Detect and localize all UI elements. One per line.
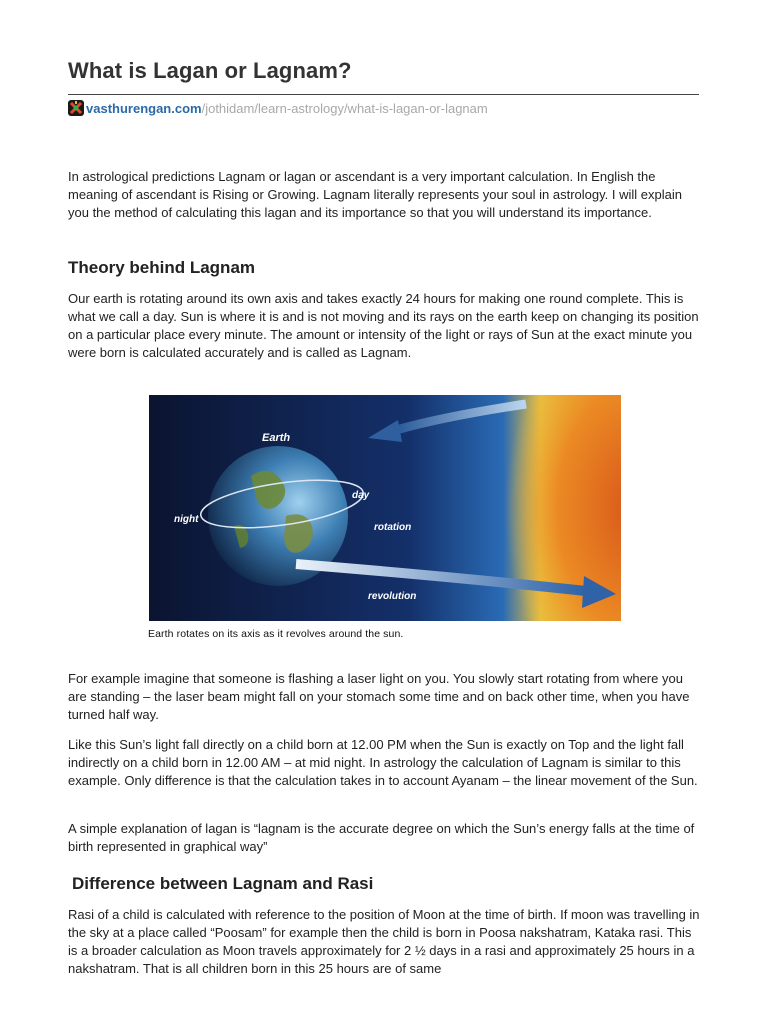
source-path[interactable]: /jothidam/learn-astrology/what-is-lagan-or-lagnam (201, 100, 488, 116)
source-domain[interactable]: vasthurengan.com (86, 100, 202, 116)
page-title: What is Lagan or Lagnam? (68, 58, 352, 83)
difference-paragraph-1: Rasi of a child is calculated with reference to the position of Moon at the time of birth. If moon was travelling in the sky at a place called “Poosam” for example then the child is born in Poosa nakshatram, Kataka rasi. This is a broader calculation as Moon travels approximately for 2 ½ days in a rasi and approximately 25 hours in a nakshatram. That is all children born in this 25 hours are of same (68, 907, 700, 976)
earth-rotation-figure (146, 386, 624, 646)
site-favicon-icon (68, 100, 84, 116)
rotation-label: rotation (374, 522, 412, 533)
title-divider (68, 94, 699, 95)
night-label: night (174, 514, 199, 525)
intro-paragraph: In astrological predictions Lagnam or lagan or ascendant is a very important calculation. In English the meaning of ascendant is Rising or Growing. Lagnam literally represents your soul in astrology. I will explain you the method of calculating this lagan and its importance so that you will understand its importance. (68, 169, 682, 220)
source-link[interactable] (68, 100, 488, 116)
earth-sun-illustration (146, 386, 624, 626)
earth-label: Earth (262, 432, 291, 444)
theory-paragraph-3: Like this Sun’s light fall directly on a child born at 12.00 PM when the Sun is exactly on Top and the light fall indirectly on a child born in 12.00 AM – at mid night. In astrology the calculation of Lagnam is similar to this example. Only difference is that the calculation takes in to account Ayanam – the linear movement of the Sun. (68, 737, 698, 788)
theory-paragraph-1: Our earth is rotating around its own axis and takes exactly 24 hours for making one round complete. This is what we call a day. Sun is where it is and is not moving and its rays on the earth keep on changing its position on a particular place every minute. The amount or intensity of the light or rays of Sun at the exact minute you were born is calculated accurately and is called as Lagnam. (68, 291, 699, 360)
day-label: day (352, 490, 370, 501)
revolution-label: revolution (368, 591, 417, 602)
theory-paragraph-4: A simple explanation of lagan is “lagnam is the accurate degree on which the Sun’s energy falls at the time of birth represented in graphical way” (68, 821, 695, 854)
section-heading-theory: Theory behind Lagnam (68, 258, 256, 277)
figure-caption: Earth rotates on its axis as it revolves around the sun. (148, 628, 404, 640)
theory-paragraph-2: For example imagine that someone is flashing a laser light on you. You slowly start rotating from where you are standing – the laser beam might fall on your stomach some time and on back other time, when you have turned half way. (68, 671, 690, 722)
section-heading-difference: Difference between Lagnam and Rasi (72, 874, 374, 893)
